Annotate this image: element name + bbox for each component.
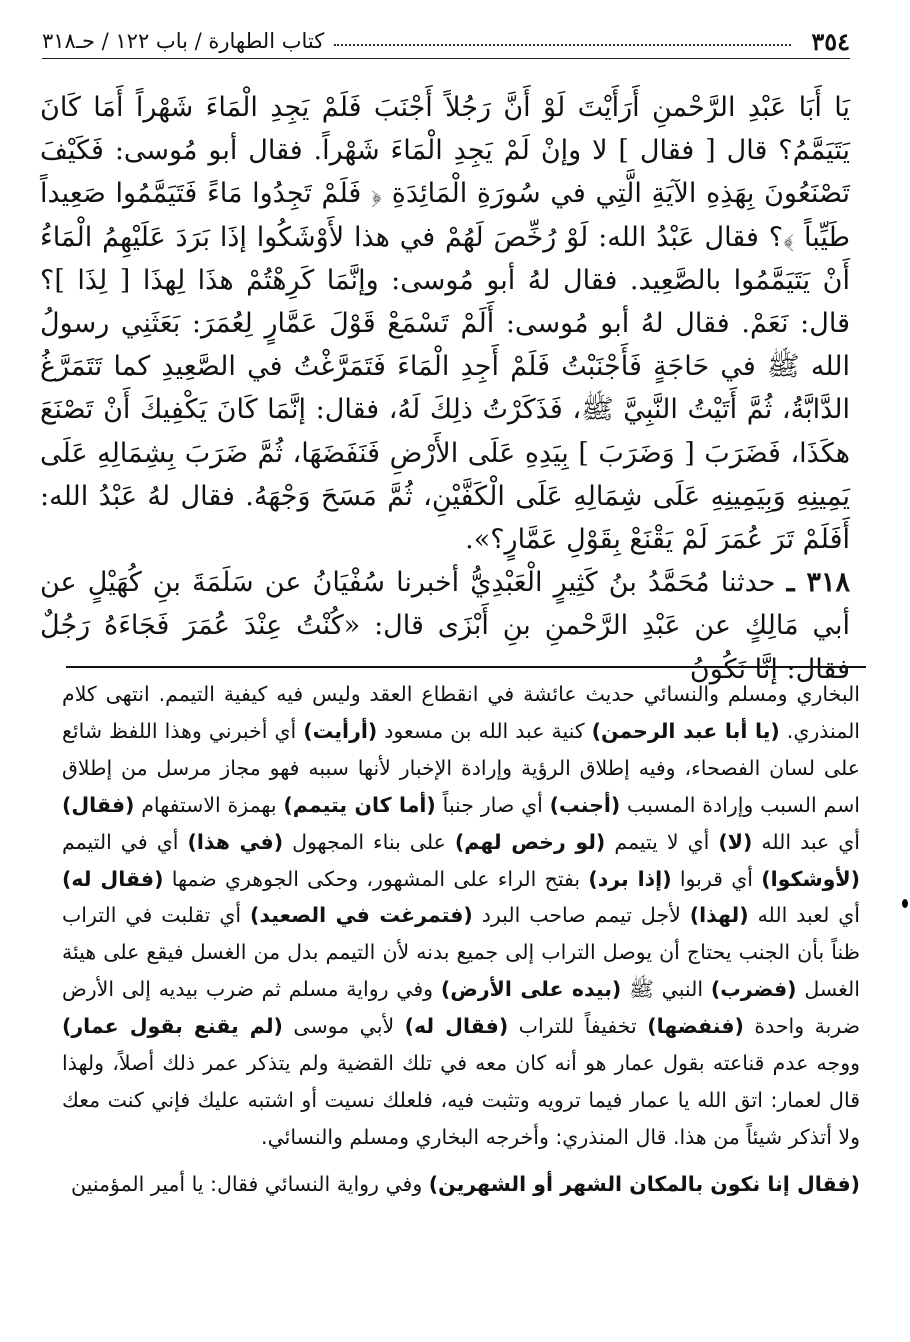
hadith-paragraph: [40, 561, 850, 691]
note-text: البخاري ومسلم والنسائي حديث عائشة في انقطاع العقد وليس فيه كيفية التيمم. انتهى كلام المنذري.: [62, 682, 861, 743]
quoted-phrase: (لم يقنع بقول عمار): [62, 1014, 283, 1039]
note-text: كنية عبد الله بن مسعود: [377, 718, 592, 743]
quoted-phrase: (فنفضها): [647, 1014, 744, 1039]
note-text: بفتح الراء على المشهور، وحكى الجوهري ضمها: [163, 866, 589, 891]
quoted-phrase: (فقال له): [62, 866, 164, 891]
page-number: ٣٥٤: [811, 26, 850, 56]
page-header: [42, 24, 850, 59]
quoted-phrase: (أما كان يتيمم): [283, 792, 436, 817]
footnote-divider: [66, 666, 866, 668]
note-text: النبي ﷺ: [621, 977, 711, 1002]
header-dot-leader: [334, 44, 791, 46]
quoted-phrase: (في هذا): [187, 829, 284, 854]
hadith-number: ٣١٨ ـ: [786, 567, 850, 599]
quoted-phrase: (يا أبا عبد الرحمن): [591, 718, 780, 743]
commentary-paragraph: [62, 1166, 860, 1203]
note-text: لأجل تيمم صاحب البرد: [472, 903, 690, 928]
note-text: وفي رواية النسائي فقال: يا أمير المؤمنين: [71, 1171, 429, 1196]
quoted-phrase: (لا): [718, 829, 753, 854]
note-text: تخفيفاً للتراب: [508, 1014, 648, 1039]
note-text: على بناء المجهول: [283, 829, 455, 854]
hadith-text: [40, 86, 850, 691]
note-text: أي في التيمم: [62, 829, 188, 854]
quoted-phrase: (بيده على الأرض): [440, 977, 622, 1002]
quoted-phrase: (فتمرغت في الصعيد): [250, 903, 473, 928]
quoted-phrase: (لهذا): [689, 903, 749, 928]
commentary-notes: [62, 676, 860, 1203]
note-text: أي لعبد الله: [748, 903, 860, 928]
quoted-phrase: (أرأيت): [303, 718, 378, 743]
running-title: كتاب الطهارة / باب ١٢٢ / حـ٣١٨: [42, 29, 325, 53]
quoted-phrase: (لأوشكوا): [761, 866, 860, 891]
quoted-phrase: (لو رخص لهم): [454, 829, 606, 854]
quoted-phrase: (فقال إنا نكون بالمكان الشهر أو الشهرين): [428, 1171, 860, 1196]
note-text: أي صار جنباً: [435, 792, 550, 817]
note-text: لأبي موسى: [282, 1014, 405, 1039]
note-text: ووجه عدم قناعته بقول عمار هو أنه كان معه في تلك القضية ولم يتذكر عمر ذلك أصلاً، ولهذا قال لعمار: اتق الله يا عمار فيما ترويه وتثبت فيه، فلعلك نسيت أو اشتبه عليك فإني كنت معك ولا أتذكر شيئاً من هذا. قال المنذري: وأخرجه البخاري ومسلم والنسائي.: [62, 1051, 860, 1149]
quoted-phrase: (فضرب): [710, 977, 797, 1002]
note-text: وفي رواية مسلم ثم ضرب بيديه إلى الأرض ضربة واحدة: [62, 977, 861, 1039]
note-text: أي تقلبت في التراب ظناً بأن الجنب يحتاج أن يوصل التراب إلى جميع بدنه لأن التيمم بدل من الغسل فيقع على هيئة الغسل: [62, 903, 860, 1002]
note-text: أي لا يتيمم: [605, 829, 719, 854]
note-text: أي عبد الله: [752, 829, 860, 854]
hadith-chain-text: حدثنا مُحَمَّدُ بنُ كَثِيرٍ الْعَبْدِيُّ أخبرنا سُفْيَانُ عن سَلَمَةَ بنِ كُهَيْلٍ عن أبي مَالِكٍ عن عَبْدِ الرَّحْمنِ بنِ أَبْزَى قال: «كُنْتُ عِنْدَ عُمَرَ فَجَاءَهُ رَجُلٌ فقال: إنَّا نَكُونُ: [40, 567, 850, 685]
note-text: أي أخبرني وهذا اللفظ شائع على لسان الفصحاء، وفيه إطلاق الرؤية وإرادة الإخبار لأنها سببه فهو مجاز مرسل من إطلاق اسم السبب وإرادة المسبب: [62, 718, 860, 817]
note-text: بهمزة الاستفهام: [134, 792, 284, 817]
quoted-phrase: (فقال له): [404, 1014, 509, 1039]
quoted-phrase: (فقال): [62, 792, 135, 817]
quoted-phrase: (أجنب): [549, 792, 621, 817]
margin-ink-mark: [902, 899, 908, 908]
commentary-paragraph: [62, 676, 860, 1156]
note-text: أي قربوا: [671, 866, 762, 891]
quoted-phrase: (إذا برد): [588, 866, 672, 891]
hadith-paragraph: يَا أَبَا عَبْدِ الرَّحْمنِ أَرَأَيْتَ لَوْ أَنَّ رَجُلاً أَجْنَبَ فَلَمْ يَجِدِ الْمَاءَ شَهْراً أَمَا كَانَ يَتَيَمَّمُ؟ قال [ فقال ] لا وإنْ لَمْ يَجِدِ الْمَاءَ شَهْراً. فقال أبو مُوسى: فَكَيْفَ تَصْنَعُونَ بِهَذِهِ الآيَةِ الَّتِي في سُورَةِ الْمَائِدَةِ ﴿ فَلَمْ تَجِدُوا مَاءً فَتَيَمَّمُوا صَعِيداً طَيِّباً ﴾؟ فقال عَبْدُ الله: لَوْ رُخِّصَ لَهُمْ في هذا لأَوْشَكُوا إذَا بَرَدَ عَلَيْهِمُ الْمَاءُ أَنْ يَتَيَمَّمُوا بالصَّعِيد. فقال لهُ أبو مُوسى: وإنَّمَا كَرِهْتُمْ هذَا لِهذَا [ لِذَا ]؟ قال: نَعَمْ. فقال لهُ أبو مُوسى: أَلَمْ تَسْمَعْ قَوْلَ عَمَّارٍ لِعُمَرَ: بَعَثَنِي رسولُ الله ﷺ في حَاجَةٍ فَأَجْنَبْتُ فَلَمْ أَجِدِ الْمَاءَ فَتَمَرَّغْتُ في الصَّعِيدِ كما تَتَمَرَّغُ الدَّابَّةُ، ثُمَّ أَتَيْتُ النَّبِيَّ ﷺ، فَذَكَرْتُ ذلِكَ لَهُ، فقال: إنَّمَا كَانَ يَكْفِيكَ أَنْ تَصْنَعَ هكَذَا، فَضَرَبَ [ وَضَرَبَ ] بِيَدِهِ عَلَى الأَرْضِ فَنَفَضَهَا، ثُمَّ ضَرَبَ بِشِمَالِهِ عَلَى يَمِينِهِ وَبِيَمِينِهِ عَلَى شِمَالِهِ عَلَى الْكَفَّيْنِ، ثُمَّ مَسَحَ وَجْهَهُ. فقال لهُ عَبْدُ الله: أَفَلَمْ تَرَ عُمَرَ لَمْ يَقْنَعْ بِقَوْلِ عَمَّارٍ؟».: [40, 92, 851, 556]
